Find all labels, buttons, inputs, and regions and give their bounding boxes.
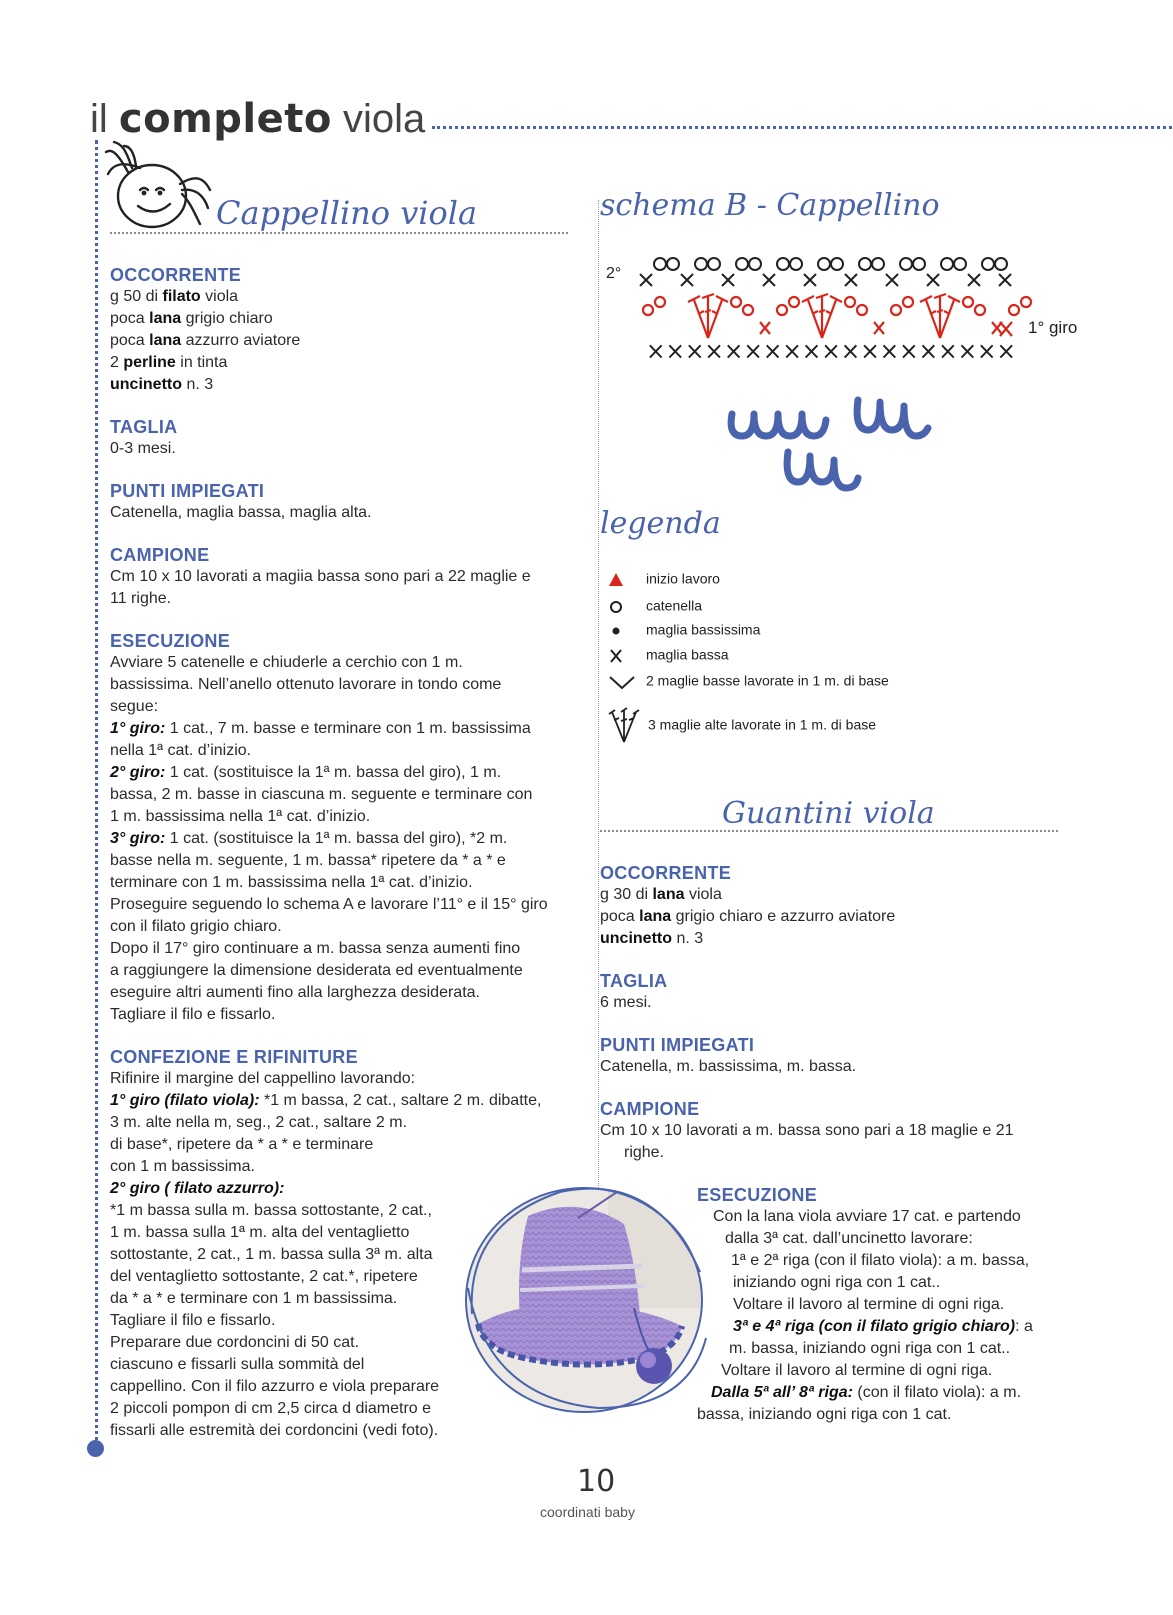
step-text: 1 cat. (sostituisce la 1ª m. bassa del giro), 1 m. bbox=[165, 764, 502, 781]
step-label: 1° giro (filato viola): bbox=[110, 1092, 260, 1109]
page-number: 10 bbox=[577, 1464, 616, 1499]
left-dotted-rule bbox=[95, 140, 98, 1448]
step-text: *1 m bassa, 2 cat., saltare 2 m. dibatte, bbox=[259, 1092, 542, 1109]
list-item bbox=[110, 286, 580, 308]
step-text: iniziando ogni riga con 1 cat.. bbox=[733, 1274, 941, 1291]
text-line bbox=[110, 718, 580, 740]
text-line bbox=[697, 1228, 1077, 1250]
step-text: Voltare il lavoro al termine di ogni riga. bbox=[721, 1362, 993, 1379]
text-line bbox=[110, 916, 580, 938]
cappellino-esecuzione-text bbox=[110, 652, 580, 1026]
step-text: a raggiungere la dimensione desiderata ed eventualmente bbox=[110, 962, 523, 979]
left-rule-end-dot bbox=[87, 1440, 104, 1457]
text-line bbox=[110, 1068, 580, 1090]
list-item bbox=[110, 308, 580, 330]
cappellino-punti-heading: PUNTI IMPIEGATI bbox=[110, 481, 265, 501]
step-text: da * a * e terminare con 1 m bassissima. bbox=[110, 1290, 398, 1307]
text-line bbox=[110, 652, 580, 674]
step-text: Tagliare il filo e fissarlo. bbox=[110, 1006, 276, 1023]
title-prefix: il bbox=[90, 97, 108, 141]
step-text: Tagliare il filo e fissarlo. bbox=[110, 1312, 276, 1329]
item-text: in tinta bbox=[175, 354, 228, 371]
cappellino-taglia-heading: TAGLIA bbox=[110, 417, 178, 437]
step-text: Preparare due cordoncini di 50 cat. bbox=[110, 1334, 360, 1351]
step-text: eseguire altri aumenti fino alla larghezza desiderata. bbox=[110, 984, 480, 1001]
step-text: 1 m. bassa sulla 1ª m. alta del ventaglietto bbox=[110, 1224, 410, 1241]
legend-label: 3 maglie alte lavorate in 1 m. di base bbox=[648, 716, 877, 733]
item-text: viola bbox=[684, 886, 722, 903]
text-line bbox=[697, 1316, 1077, 1338]
step-text: (con il filato viola): a m. bbox=[852, 1384, 1022, 1401]
cappellino-occorrente-list bbox=[110, 286, 580, 396]
step-text: dalla 3ª cat. dall’uncinetto lavorare: bbox=[725, 1230, 973, 1247]
text-line: 11 righe. bbox=[110, 590, 172, 607]
step-text: Voltare il lavoro al termine di ogni riga. bbox=[733, 1296, 1005, 1313]
text-line bbox=[110, 740, 580, 762]
text-line bbox=[110, 828, 580, 850]
legend-item bbox=[608, 706, 876, 746]
v-icon bbox=[608, 672, 638, 692]
title-suffix: viola bbox=[342, 97, 426, 141]
guantini-occorrente-list bbox=[600, 884, 1070, 950]
schema-row-1-label: 1° giro bbox=[1028, 318, 1078, 337]
guantini-taglia-heading: TAGLIA bbox=[600, 971, 668, 991]
item-text: g 30 di bbox=[600, 886, 653, 903]
step-text: Con la lana viola avviare 17 cat. e partendo bbox=[713, 1208, 1021, 1225]
text-line bbox=[697, 1404, 1077, 1426]
step-text: Proseguire seguendo lo schema A e lavorare l’11° e il 15° giro bbox=[110, 896, 548, 913]
item-text: 2 bbox=[110, 354, 124, 371]
step-text: m. bassa, iniziando ogni riga con 1 cat.. bbox=[729, 1340, 1011, 1357]
footer-text: coordinati baby bbox=[540, 1504, 635, 1520]
list-item bbox=[600, 906, 1070, 928]
guantini-title-rule bbox=[600, 830, 1058, 832]
text-line bbox=[110, 674, 580, 696]
text-line bbox=[110, 1134, 580, 1156]
item-bold: lana bbox=[639, 908, 672, 925]
page-title bbox=[90, 96, 425, 142]
step-text: del ventaglietto sottostante, 2 cat.*, ripetere bbox=[110, 1268, 418, 1285]
step-text: 1 m. bassissima nella 1ª cat. d’inizio. bbox=[110, 808, 371, 825]
schema-row-base: ××××××××××××××××××× bbox=[646, 337, 1016, 365]
guantini-punti-text: Catenella, m. bassissima, m. bassa. bbox=[600, 1058, 857, 1075]
text-line bbox=[697, 1382, 1077, 1404]
cappellino-campione-text bbox=[110, 566, 580, 610]
step-text: con il filato grigio chiaro. bbox=[110, 918, 282, 935]
step-text: 1 cat. (sostituisce la 1ª m. bassa del giro), *2 m. bbox=[165, 830, 508, 847]
text-line bbox=[697, 1360, 1077, 1382]
text-line bbox=[110, 960, 580, 982]
step-text: Dopo il 17° giro continuare a m. bassa senza aumenti fino bbox=[110, 940, 521, 957]
list-item bbox=[110, 352, 580, 374]
step-label: 1° giro: bbox=[110, 720, 166, 737]
step-text: di base*, ripetere da * a * e terminare bbox=[110, 1136, 374, 1153]
cappellino-punti-text: Catenella, maglia bassa, maglia alta. bbox=[110, 504, 372, 521]
schema-row-2-label: 2° bbox=[606, 265, 622, 282]
legend-label: inizio lavoro bbox=[646, 570, 720, 587]
step-text: con 1 m bassissima. bbox=[110, 1158, 255, 1175]
item-text: azzurro aviatore bbox=[181, 332, 301, 349]
step-label: 2° giro: bbox=[110, 764, 166, 781]
text-line bbox=[697, 1294, 1077, 1316]
item-text: n. 3 bbox=[182, 376, 214, 393]
fan-icon bbox=[608, 706, 648, 746]
cross-icon bbox=[608, 646, 638, 666]
squiggle-ornament-icon bbox=[724, 392, 944, 500]
dot-icon bbox=[608, 621, 638, 641]
text-line bbox=[110, 806, 580, 828]
text-line bbox=[110, 1004, 580, 1026]
text-line: Cm 10 x 10 lavorati a magiia bassa sono pari a 22 maglie e bbox=[110, 568, 531, 585]
legend-item bbox=[608, 672, 889, 692]
item-text: grigio chiaro e azzurro aviatore bbox=[671, 908, 896, 925]
triangle-icon bbox=[608, 570, 638, 590]
text-line bbox=[110, 982, 580, 1004]
text-line bbox=[110, 1112, 580, 1134]
list-item bbox=[110, 330, 580, 352]
legend-label: maglia bassissima bbox=[646, 621, 761, 638]
item-text: poca bbox=[600, 908, 640, 925]
step-label: 3ª e 4ª riga (con il filato grigio chiaro) bbox=[733, 1318, 1016, 1335]
step-text: 1ª e 2ª riga (con il filato viola): a m. bassa, bbox=[731, 1252, 1030, 1269]
item-bold: perline bbox=[123, 354, 176, 371]
text-line bbox=[110, 850, 580, 872]
item-bold: lana bbox=[652, 886, 685, 903]
girl-face-icon bbox=[104, 140, 216, 232]
step-text: sottostante, 2 cat., 1 m. bassa sulla 3ª m. alta bbox=[110, 1246, 433, 1263]
item-text: poca bbox=[110, 332, 150, 349]
guantini-esecuzione bbox=[697, 1184, 1077, 1426]
text-line bbox=[110, 696, 580, 718]
text-line bbox=[110, 938, 580, 960]
text-line bbox=[110, 784, 580, 806]
text-line bbox=[110, 894, 580, 916]
guantini-campione-text bbox=[600, 1120, 1070, 1164]
legend-item bbox=[608, 621, 760, 641]
text-line: Cm 10 x 10 lavorati a m. bassa sono pari a 18 maglie e 21 bbox=[600, 1122, 1014, 1139]
item-bold: filato bbox=[162, 288, 201, 305]
guantini-campione-heading: CAMPIONE bbox=[600, 1099, 700, 1119]
step-text: 1 cat., 7 m. basse e terminare con 1 m. bassissima bbox=[165, 720, 531, 737]
step-text: Rifinire il margine del cappellino lavorando: bbox=[110, 1070, 416, 1087]
column-divider bbox=[598, 200, 599, 1190]
title-bold: completo bbox=[118, 96, 332, 142]
list-item bbox=[110, 374, 580, 396]
guantini-esecuzione-heading: ESECUZIONE bbox=[697, 1185, 818, 1205]
text-line bbox=[110, 1420, 580, 1442]
step-text: 3 m. alte nella m, seg., 2 cat., saltare 2 m. bbox=[110, 1114, 408, 1131]
item-text: grigio chiaro bbox=[181, 310, 273, 327]
legend-label: catenella bbox=[646, 597, 703, 614]
cappellino-esecuzione-heading: ESECUZIONE bbox=[110, 631, 231, 651]
step-text: ciascuno e fissarli sulla sommità del bbox=[110, 1356, 365, 1373]
step-text: bassissima. Nell’anello ottenuto lavorare in tondo come bbox=[110, 676, 502, 693]
item-text: g 50 di bbox=[110, 288, 163, 305]
guantini-column bbox=[600, 862, 1070, 1164]
guantini-occorrente-heading: OCCORRENTE bbox=[600, 863, 732, 883]
cappellino-campione-heading: CAMPIONE bbox=[110, 545, 210, 565]
legenda-title: legenda bbox=[600, 506, 721, 541]
guantini-title: Guantini viola bbox=[722, 796, 935, 831]
schema-title: schema B - Cappellino bbox=[600, 188, 940, 223]
legend-item bbox=[608, 597, 702, 617]
crochet-schema-diagram bbox=[600, 250, 1100, 370]
text-line bbox=[697, 1338, 1077, 1360]
guantini-punti-heading: PUNTI IMPIEGATI bbox=[600, 1035, 755, 1055]
step-label: 2° giro ( filato azzurro): bbox=[110, 1180, 285, 1197]
step-label: 3° giro: bbox=[110, 830, 166, 847]
guantini-taglia-text: 6 mesi. bbox=[600, 994, 652, 1011]
cappellino-title: Cappellino viola bbox=[216, 194, 478, 232]
cappellino-confezione-heading: CONFEZIONE E RIFINITURE bbox=[110, 1047, 358, 1067]
step-text: *1 m bassa sulla m. bassa sottostante, 2 cat., bbox=[110, 1202, 432, 1219]
step-text: 2 piccoli pompon di cm 2,5 circa d diametro e bbox=[110, 1400, 432, 1417]
step-text: Avviare 5 catenelle e chiuderle a cerchio con 1 m. bbox=[110, 654, 463, 671]
step-text: terminare con 1 m. bassissima nella 1ª cat. d’inizio. bbox=[110, 874, 473, 891]
text-line bbox=[110, 1156, 580, 1178]
list-item bbox=[600, 928, 1070, 950]
item-bold: lana bbox=[149, 310, 182, 327]
text-line bbox=[697, 1206, 1077, 1228]
step-text: segue: bbox=[110, 698, 159, 715]
item-bold: uncinetto bbox=[600, 930, 672, 947]
step-text: basse nella m. seguente, 1 m. bassa* ripetere da * a * e bbox=[110, 852, 506, 869]
step-text: bassa, iniziando ogni riga con 1 cat. bbox=[697, 1406, 952, 1423]
text-line bbox=[110, 762, 580, 784]
step-label: Dalla 5ª all’ 8ª riga: bbox=[711, 1384, 853, 1401]
step-text: fissarli alle estremità dei cordoncini (vedi foto). bbox=[110, 1422, 439, 1439]
item-text: n. 3 bbox=[672, 930, 704, 947]
title-dotted-rule bbox=[432, 126, 1172, 129]
step-text: bassa, 2 m. basse in ciascuna m. seguente e terminare con bbox=[110, 786, 533, 803]
legend-label: maglia bassa bbox=[646, 646, 729, 663]
step-text: nella 1ª cat. d’inizio. bbox=[110, 742, 252, 759]
cappellino-occorrente-heading: OCCORRENTE bbox=[110, 265, 242, 285]
legend-item bbox=[608, 646, 729, 666]
guantini-esecuzione-text bbox=[697, 1206, 1077, 1426]
text-line bbox=[697, 1272, 1077, 1294]
step-text: cappellino. Con il filo azzurro e viola preparare bbox=[110, 1378, 440, 1395]
step-text: : a bbox=[1015, 1318, 1033, 1335]
legend-label: 2 maglie basse lavorate in 1 m. di base bbox=[646, 672, 889, 689]
text-line bbox=[110, 1090, 580, 1112]
item-text: viola bbox=[200, 288, 239, 305]
legend-item bbox=[608, 570, 720, 590]
item-bold: uncinetto bbox=[110, 376, 182, 393]
text-line bbox=[697, 1250, 1077, 1272]
hat-photo bbox=[458, 1178, 710, 1418]
text-line bbox=[110, 872, 580, 894]
item-text: poca bbox=[110, 310, 150, 327]
cappellino-title-rule bbox=[110, 232, 568, 234]
cappellino-taglia-text: 0-3 mesi. bbox=[110, 440, 176, 457]
item-bold: lana bbox=[149, 332, 182, 349]
circle-icon bbox=[608, 597, 638, 617]
text-line: righe. bbox=[624, 1144, 665, 1161]
list-item bbox=[600, 884, 1070, 906]
